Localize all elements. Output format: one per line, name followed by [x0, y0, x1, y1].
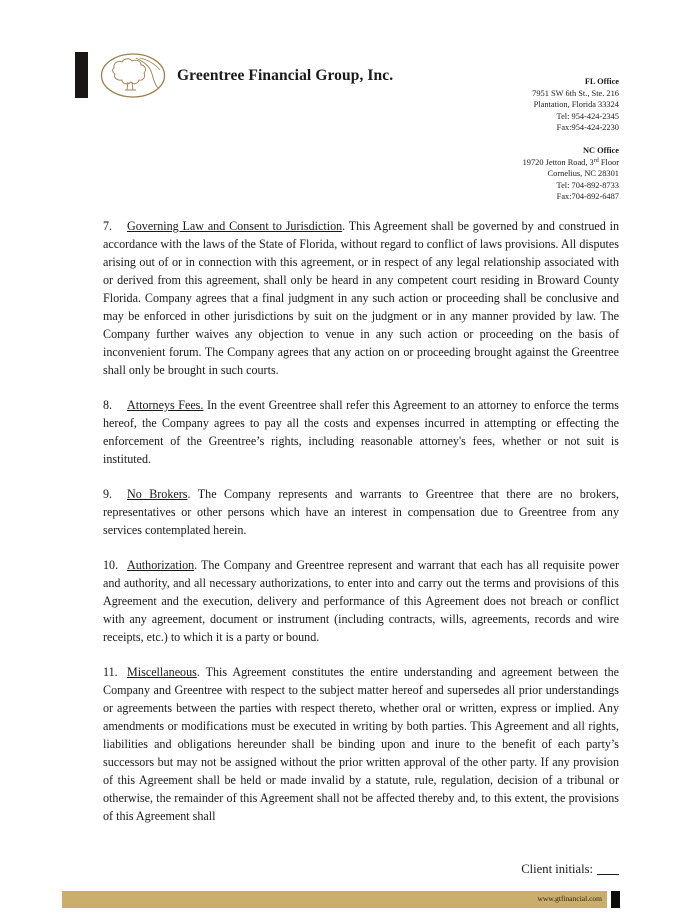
header-black-bar: [75, 52, 88, 98]
heading-punctuation: .: [194, 558, 198, 572]
section-text: This Agreement shall be governed by and construed in accordance with the laws of the State of Florida, without regard to conflict of laws provisions. All disputes arising out of or in connection with this agreement, or in respect of any legal relationship associated with or derived from this agreement, shall only be heard in any competent court residing in Broward County Florida. Company agrees that a final judgment in any such action or proceeding shall be conclusive and may be enforced in other jurisdictions by suit on the judgment or in any manner provided by law. The Company further waives any objection to venue in any such action or proceeding on the basis of inconvenient forum. The Company agrees that any action on or proceeding brought against the Greentree shall only be brought in such courts.: [103, 219, 619, 377]
section-text: In the event Greentree shall refer this Agreement to an attorney to enforce the terms hereof, the Company agrees to pay all the costs and expenses incurred in attempting or effecting the enforcement of the Greentree’s rights, including reasonable attorney's fees, whether or not suit is instituted.: [103, 398, 619, 466]
office-phone: Tel: 704-892-8733: [556, 180, 619, 190]
client-initials-field[interactable]: [597, 863, 619, 875]
section-heading: Authorization: [127, 558, 195, 572]
tree-oval-logo-icon: [100, 52, 166, 99]
office-line: 7951 SW 6th St., Ste. 216: [532, 88, 619, 98]
heading-punctuation: .: [342, 219, 346, 233]
section-number: 11.: [103, 665, 118, 679]
section-text: The Company and Greentree represent and warrant that each has all requisite power and authority, and all necessary authorizations, to enter into and carry out the terms and provisions of this Agreement and the execution, delivery and performance of this Agreement does not breach or conflict with any agreement, document or instrument (including contracts, wills, agreements, records and wire receipts, etc.) to which it is a party or bound.: [103, 558, 619, 644]
section-miscellaneous: [103, 663, 619, 825]
section-number: 9.: [103, 487, 113, 501]
agreement-body: [103, 217, 619, 842]
client-initials: [521, 862, 619, 877]
fl-office-address: [532, 76, 619, 134]
office-name: FL Office: [584, 77, 619, 86]
section-text: This Agreement constitutes the entire understanding and agreement between the Company and Greentree with respect to the subject matter hereof and supersedes all prior understandings or agreements between the parties with respect thereto, whether oral or written, express or implied. Any amendments or modifications must be executed in writing by both parties. This Agreement and all rights, liabilities and obligations hereunder shall be binding upon and inure to the benefit of each party’s successors but may not be assigned without the prior written approval of the other party. If any provision of this Agreement shall be held or made invalid by a statute, rule, regulation, decision of a tribunal or otherwise, the remainder of this Agreement shall not be affected thereby and, to this extent, the provisions of this Agreement shall: [103, 665, 619, 823]
client-initials-label: Client initials:: [521, 862, 593, 876]
office-line: [523, 157, 619, 169]
section-number: 7.: [103, 219, 113, 233]
section-text: The Company represents and warrants to Greentree that there are no brokers, representatives or other persons which have an interest in compensation due to Greentree from any services contemplated herein.: [103, 487, 620, 537]
footer-black-block: [611, 891, 620, 908]
office-fax: Fax:704-892-6487: [556, 192, 619, 202]
footer-bar: [62, 891, 607, 908]
nc-office-address: [523, 145, 619, 203]
section-heading: Governing Law and Consent to Jurisdiction: [127, 219, 343, 233]
office-phone: Tel: 954-424-2345: [556, 111, 619, 121]
ordinal-suffix: rd: [593, 157, 599, 164]
heading-punctuation: .: [196, 665, 200, 679]
address-street: 19720 Jetton Road, 3: [522, 157, 594, 167]
office-fax: Fax:954-424-2230: [556, 123, 619, 133]
section-heading: Attorneys Fees.: [127, 398, 204, 412]
section-governing-law: [103, 217, 619, 379]
address-floor: Floor: [598, 157, 619, 167]
section-number: 10.: [103, 558, 119, 572]
section-heading: No Brokers: [127, 487, 188, 501]
section-number: 8.: [103, 398, 113, 412]
heading-punctuation: .: [187, 487, 191, 501]
section-attorneys-fees: [103, 396, 619, 468]
website-link[interactable]: www.gtfinancial.com: [537, 894, 602, 903]
office-line: Cornelius, NC 28301: [547, 169, 619, 179]
office-line: Plantation, Florida 33324: [533, 100, 619, 110]
section-heading: Miscellaneous: [127, 665, 197, 679]
office-name: NC Office: [582, 146, 619, 155]
section-authorization: [103, 556, 619, 646]
section-no-brokers: [103, 485, 619, 539]
company-name: Greentree Financial Group, Inc.: [177, 67, 394, 84]
